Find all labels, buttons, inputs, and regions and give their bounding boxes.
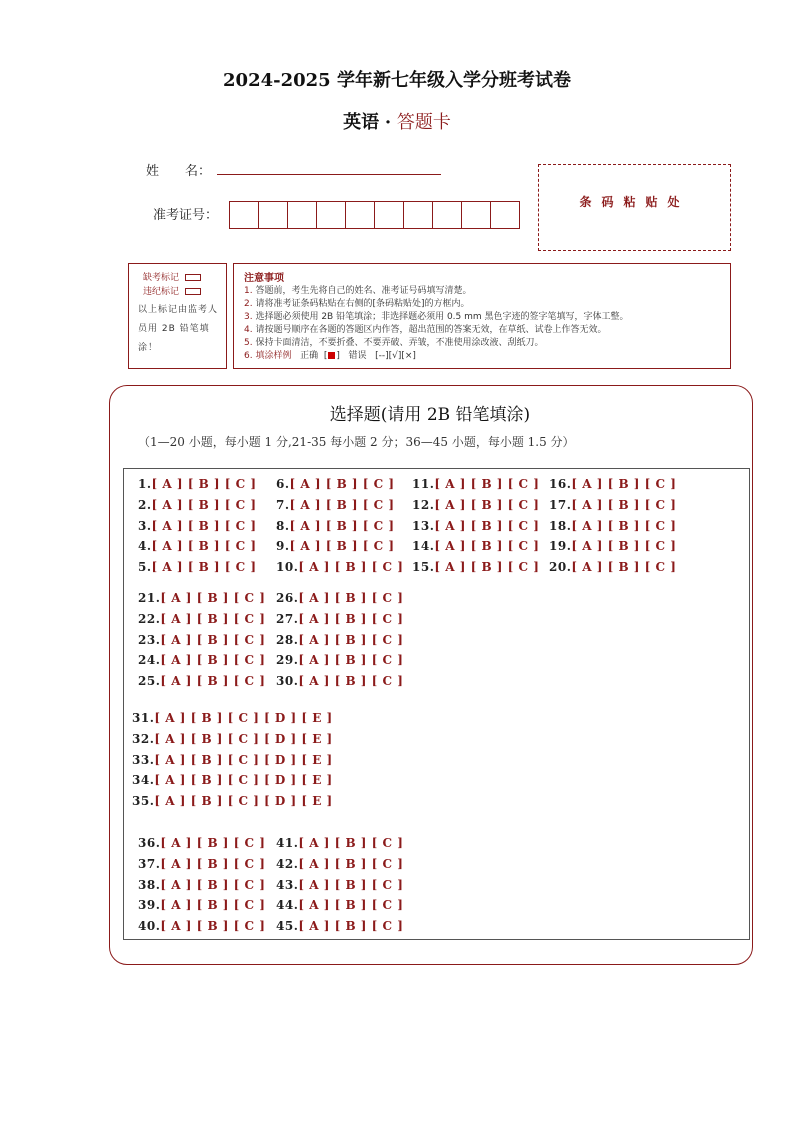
question-42[interactable] <box>276 857 403 871</box>
question-number: 18. <box>549 518 572 533</box>
answer-options[interactable]: [ A ] [ B ] [ C ] <box>151 539 257 554</box>
id-digit-box[interactable] <box>345 201 375 229</box>
answer-options[interactable]: [ A ] [ B ] [ C ] <box>160 836 266 850</box>
question-30[interactable] <box>276 674 403 688</box>
question-number: 28. <box>276 632 299 647</box>
answer-options[interactable]: [ A ] [ B ] [ C ] <box>571 560 677 575</box>
question-number: 25. <box>138 674 161 689</box>
question-number: 37. <box>138 856 161 871</box>
answer-options[interactable]: [ A ] [ B ] [ C ] <box>151 497 257 512</box>
question-45[interactable] <box>276 919 403 933</box>
marks-note: 以上标记由监考人员用 2B 铅笔填涂！ <box>138 305 219 353</box>
question-21[interactable] <box>138 591 265 605</box>
question-number: 32. <box>132 731 155 746</box>
question-4[interactable] <box>138 539 257 553</box>
notice-item: 2. 请将准考证条码粘贴在右侧的[条码粘贴处]的方框内。 <box>244 299 470 309</box>
name-field[interactable] <box>217 174 441 175</box>
question-20[interactable] <box>549 560 676 574</box>
page-title: 2024-2025 学年新七年级入学分班考试卷 <box>223 70 571 91</box>
answer-options[interactable]: [ A ] [ B ] [ C ] <box>298 877 404 892</box>
answer-options[interactable]: [ A ] [ B ] [ C ] <box>571 518 677 533</box>
question-38[interactable] <box>138 878 265 892</box>
question-39[interactable] <box>138 898 265 912</box>
question-number: 38. <box>138 877 161 892</box>
question-3[interactable] <box>138 519 257 533</box>
question-23[interactable] <box>138 633 265 647</box>
question-28[interactable] <box>276 633 403 647</box>
question-number: 34. <box>132 773 155 788</box>
question-14[interactable] <box>412 539 539 553</box>
question-number: 30. <box>276 674 299 689</box>
page-subtitle <box>0 108 794 134</box>
notice-sample-label: 填涂样例 <box>255 351 292 361</box>
question-number: 17. <box>549 497 572 512</box>
card-label: 答题卡 <box>396 112 451 133</box>
question-34[interactable] <box>132 773 333 787</box>
question-24[interactable] <box>138 653 265 667</box>
question-number: 11. <box>412 477 435 491</box>
question-number: 5. <box>138 560 152 575</box>
answer-options[interactable]: [ A ] [ B ] [ C ] <box>160 591 266 605</box>
answer-options[interactable]: [ A ] [ B ] [ C ] <box>298 560 404 575</box>
answer-options[interactable]: [ A ] [ B ] [ C ] [ D ] [ E ] <box>154 794 333 809</box>
answer-options[interactable]: [ A ] [ B ] [ C ] <box>571 477 677 491</box>
filled-sample-mark <box>328 352 335 359</box>
question-number: 21. <box>138 591 161 605</box>
notice-correct-label: 正确 <box>300 351 319 361</box>
question-1[interactable] <box>138 477 257 491</box>
question-19[interactable] <box>549 539 676 553</box>
id-digit-box[interactable] <box>229 201 259 229</box>
question-number: 20. <box>549 560 572 575</box>
question-17[interactable] <box>549 498 676 512</box>
question-number: 45. <box>276 919 299 934</box>
question-15[interactable] <box>412 560 539 574</box>
question-number: 31. <box>132 711 155 725</box>
answer-options[interactable]: [ A ] [ B ] [ C ] <box>160 898 266 913</box>
answer-options[interactable]: [ A ] [ B ] [ C ] <box>434 497 540 512</box>
answer-options[interactable]: [ A ] [ B ] [ C ] <box>298 856 404 871</box>
question-26[interactable] <box>276 591 403 605</box>
question-number: 36. <box>138 836 161 850</box>
question-number: 29. <box>276 653 299 668</box>
question-number: 4. <box>138 539 152 554</box>
subtitle-separator: · <box>384 112 392 133</box>
answer-options[interactable]: [ A ] [ B ] [ C ] <box>298 898 404 913</box>
question-32[interactable] <box>132 732 333 746</box>
question-number: 13. <box>412 518 435 533</box>
question-number: 9. <box>276 539 290 554</box>
question-35[interactable] <box>132 794 333 808</box>
violation-mark-checkbox[interactable] <box>185 288 201 295</box>
answer-options[interactable]: [ A ] [ B ] [ C ] <box>160 611 266 626</box>
id-digit-box[interactable] <box>490 201 520 229</box>
question-6[interactable] <box>276 477 395 491</box>
question-number: 3. <box>138 518 152 533</box>
question-number: 14. <box>412 539 435 554</box>
notice-wrong-label: 错误 <box>348 351 367 361</box>
answer-options[interactable]: [ A ] [ B ] [ C ] <box>289 477 395 491</box>
question-43[interactable] <box>276 878 403 892</box>
answer-options[interactable]: [ A ] [ B ] [ C ] <box>289 539 395 554</box>
answer-options[interactable]: [ A ] [ B ] [ C ] <box>160 632 266 647</box>
id-number-boxes[interactable] <box>229 201 519 229</box>
barcode-area <box>538 164 731 251</box>
subject-label: 英语 <box>343 112 380 133</box>
question-number: 40. <box>138 919 161 934</box>
question-8[interactable] <box>276 519 395 533</box>
answer-options[interactable]: [ A ] [ B ] [ C ] <box>434 518 540 533</box>
question-41[interactable] <box>276 836 403 850</box>
notice-item: 3. 选择题必须使用 2B 铅笔填涂；非选择题必须用 0.5 mm 黑色字迹的签字笔填写，字体工整。 <box>244 312 629 322</box>
question-number: 22. <box>138 611 161 626</box>
question-12[interactable] <box>412 498 539 512</box>
notice-item: 4. 请按题号顺序在各题的答题区内作答，超出范围的答案无效，在草纸、试卷上作答无效。 <box>244 325 607 335</box>
question-25[interactable] <box>138 674 265 688</box>
answer-options[interactable]: [ A ] [ B ] [ C ] <box>571 539 677 554</box>
question-16[interactable] <box>549 477 676 491</box>
answer-options[interactable]: [ A ] [ B ] [ C ] <box>298 632 404 647</box>
absent-mark-checkbox[interactable] <box>185 274 201 281</box>
question-number: 1. <box>138 477 152 491</box>
question-40[interactable] <box>138 919 265 933</box>
question-number: 19. <box>549 539 572 554</box>
answer-options[interactable]: [ A ] [ B ] [ C ] <box>151 560 257 575</box>
question-number: 44. <box>276 898 299 913</box>
question-37[interactable] <box>138 857 265 871</box>
answer-grid <box>123 468 750 940</box>
question-5[interactable] <box>138 560 257 574</box>
question-18[interactable] <box>549 519 676 533</box>
question-number: 12. <box>412 497 435 512</box>
answer-options[interactable]: [ A ] [ B ] [ C ] [ D ] [ E ] <box>154 711 333 725</box>
question-number: 43. <box>276 877 299 892</box>
barcode-label: 条码粘贴处 <box>579 195 690 209</box>
notice-box <box>233 263 731 369</box>
question-13[interactable] <box>412 519 539 533</box>
answer-options[interactable]: [ A ] [ B ] [ C ] <box>160 919 266 934</box>
question-number: 6. <box>276 477 290 491</box>
answer-options[interactable]: [ A ] [ B ] [ C ] <box>298 653 404 668</box>
id-label: 准考证号： <box>153 208 219 223</box>
violation-mark-label: 违纪标记 <box>143 287 180 297</box>
notice-item: 1. 答题前，考生先将自己的姓名、准考证号码填写清楚。 <box>244 286 472 296</box>
question-number: 8. <box>276 518 290 533</box>
question-29[interactable] <box>276 653 403 667</box>
question-number: 42. <box>276 856 299 871</box>
question-number: 27. <box>276 611 299 626</box>
question-33[interactable] <box>132 753 333 767</box>
answer-options[interactable]: [ A ] [ B ] [ C ] <box>571 497 677 512</box>
section-title: 选择题(请用 2B 铅笔填涂) <box>329 405 531 425</box>
answer-options[interactable]: [ A ] [ B ] [ C ] <box>434 560 540 575</box>
id-digit-box[interactable] <box>461 201 491 229</box>
id-digit-box[interactable] <box>287 201 317 229</box>
question-22[interactable] <box>138 612 265 626</box>
question-31[interactable] <box>132 711 333 725</box>
answer-options[interactable]: [ A ] [ B ] [ C ] [ D ] [ E ] <box>154 773 333 788</box>
answer-options[interactable]: [ A ] [ B ] [ C ] <box>160 877 266 892</box>
id-digit-box[interactable] <box>403 201 433 229</box>
question-number: 39. <box>138 898 161 913</box>
notice-sample-row: 6. 填涂样例 正确 [ ] 错误 [--][√][×] <box>244 351 416 361</box>
answer-options[interactable]: [ A ] [ B ] [ C ] <box>298 611 404 626</box>
answer-options[interactable]: [ A ] [ B ] [ C ] <box>434 477 540 491</box>
absent-mark-label: 缺考标记 <box>143 273 180 283</box>
notice-item: 5. 保持卡面清洁，不要折叠、不要弄破、弄皱，不准使用涂改液、刮纸刀。 <box>244 338 544 348</box>
id-digit-box[interactable] <box>316 201 346 229</box>
notice-sample-num: 6. <box>244 351 253 361</box>
notice-title: 注意事项 <box>244 273 284 284</box>
question-number: 23. <box>138 632 161 647</box>
question-10[interactable] <box>276 560 403 574</box>
id-digit-box[interactable] <box>432 201 462 229</box>
question-number: 35. <box>132 794 155 809</box>
question-number: 2. <box>138 497 152 512</box>
answer-options[interactable]: [ A ] [ B ] [ C ] <box>160 856 266 871</box>
answer-options[interactable]: [ A ] [ B ] [ C ] <box>160 653 266 668</box>
question-number: 33. <box>132 752 155 767</box>
notice-wrong-examples: [--][√][×] <box>375 351 416 361</box>
answer-options[interactable]: [ A ] [ B ] [ C ] <box>289 518 395 533</box>
answer-options[interactable]: [ A ] [ B ] [ C ] [ D ] [ E ] <box>154 731 333 746</box>
answer-options[interactable]: [ A ] [ B ] [ C ] <box>289 497 395 512</box>
exam-marks-box <box>128 263 227 369</box>
question-number: 41. <box>276 836 299 850</box>
question-number: 26. <box>276 591 299 605</box>
name-label: 姓 名： <box>146 164 212 179</box>
id-digit-box[interactable] <box>374 201 404 229</box>
question-7[interactable] <box>276 498 395 512</box>
question-36[interactable] <box>138 836 265 850</box>
question-9[interactable] <box>276 539 395 553</box>
question-number: 10. <box>276 560 299 575</box>
answer-options[interactable]: [ A ] [ B ] [ C ] <box>160 674 266 689</box>
question-number: 24. <box>138 653 161 668</box>
answer-options[interactable]: [ A ] [ B ] [ C ] <box>298 836 404 850</box>
answer-options[interactable]: [ A ] [ B ] [ C ] <box>151 518 257 533</box>
section-note: （1—20 小题，每小题 1 分,21-35 每小题 2 分；36—45 小题，每小题 1.5 分） <box>138 435 575 449</box>
answer-options[interactable]: [ A ] [ B ] [ C ] <box>298 919 404 934</box>
question-number: 15. <box>412 560 435 575</box>
answer-options[interactable]: [ A ] [ B ] [ C ] <box>298 591 404 605</box>
answer-options[interactable]: [ A ] [ B ] [ C ] <box>434 539 540 554</box>
answer-options[interactable]: [ A ] [ B ] [ C ] <box>298 674 404 689</box>
question-44[interactable] <box>276 898 403 912</box>
question-11[interactable] <box>412 477 539 491</box>
question-2[interactable] <box>138 498 257 512</box>
question-27[interactable] <box>276 612 403 626</box>
answer-options[interactable]: [ A ] [ B ] [ C ] <box>151 477 257 491</box>
id-digit-box[interactable] <box>258 201 288 229</box>
question-number: 7. <box>276 497 290 512</box>
answer-options[interactable]: [ A ] [ B ] [ C ] [ D ] [ E ] <box>154 752 333 767</box>
question-number: 16. <box>549 477 572 491</box>
